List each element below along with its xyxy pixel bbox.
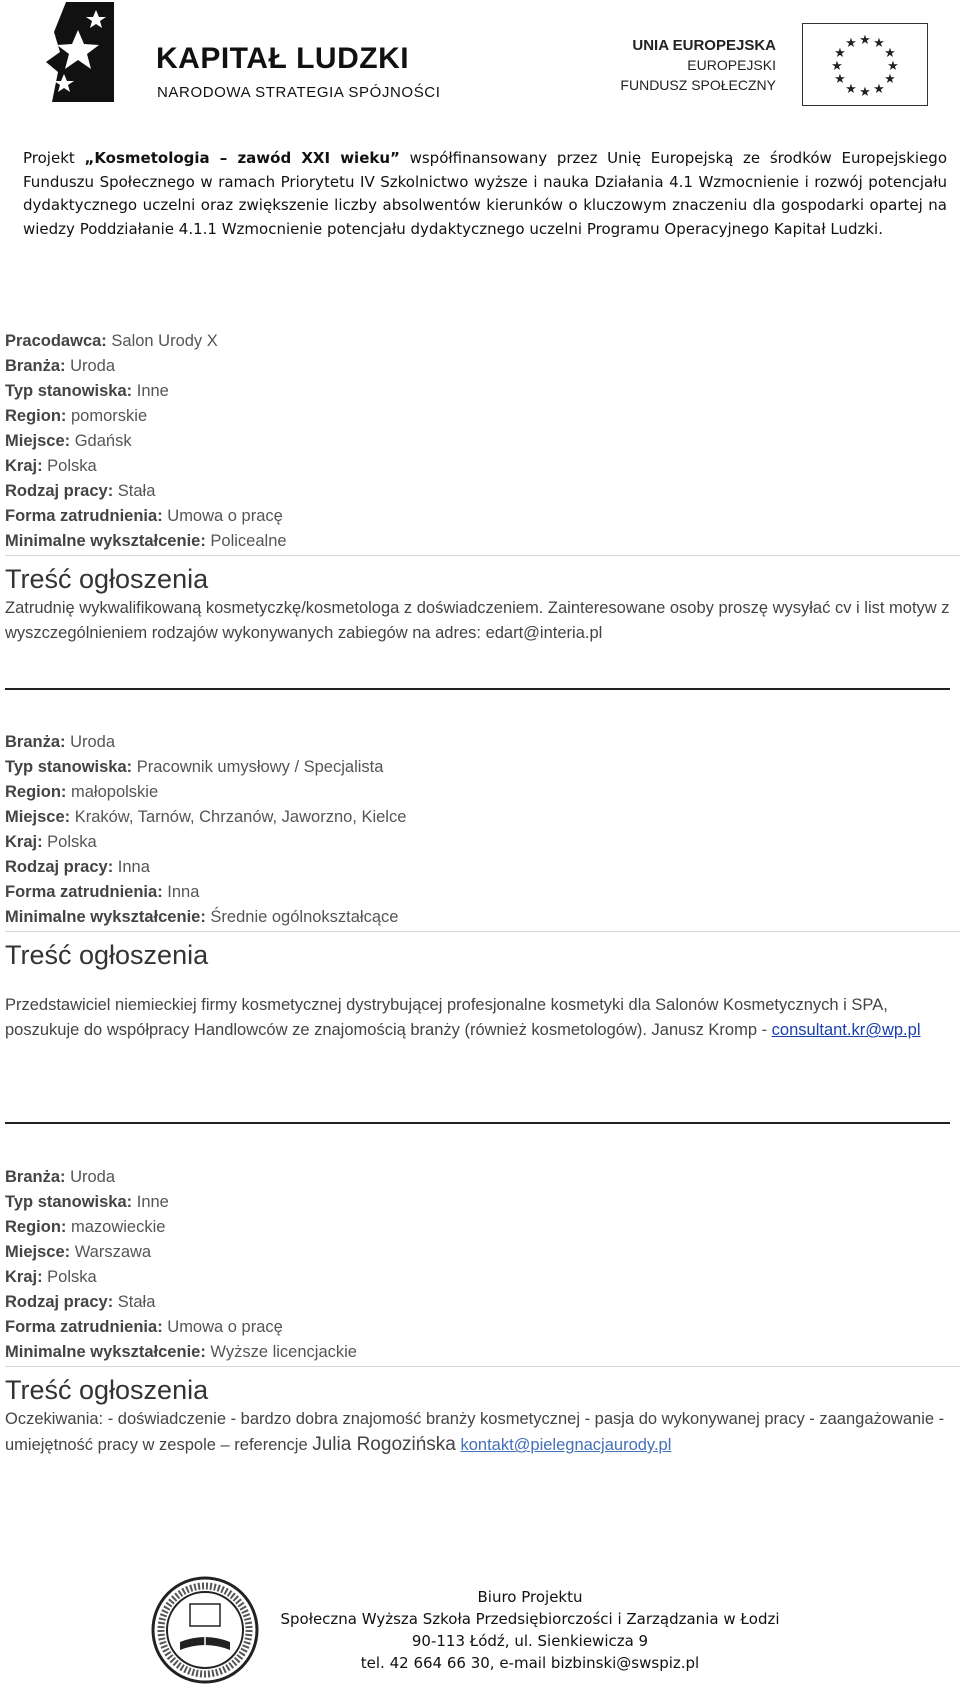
field-place: Miejsce: Warszawa (5, 1243, 152, 1261)
field-employment-form: Forma zatrudnienia: Umowa o pracę (5, 1318, 283, 1336)
svg-text:★: ★ (845, 36, 857, 51)
field-region: Region: mazowieckie (5, 1218, 166, 1236)
contact-name: Julia Rogozińska (312, 1434, 456, 1455)
field-industry: Branża: Uroda (5, 1168, 116, 1186)
field-employer: Pracodawca: Salon Urody X (5, 332, 218, 350)
svg-text:★: ★ (873, 82, 885, 97)
svg-text:★: ★ (834, 72, 846, 87)
page-footer (270, 1586, 790, 1674)
svg-text:★: ★ (831, 59, 843, 74)
offer-content: Zatrudnię wykwalifikowaną kosmetyczkę/kosmetologa z doświadczeniem. Zainteresowane osoby proszę wysyłać cv i list motyw z wyszczególnieniem rodzajów wykonywanych zabiegów na adres: edart@interia.pl (5, 599, 950, 642)
field-work-type: Rodzaj pracy: Stała (5, 1293, 156, 1311)
contact-email-link[interactable]: consultant.kr@wp.pl (771, 1021, 921, 1039)
section-divider (5, 555, 960, 556)
offer-heading: Treść ogłoszenia (5, 1375, 209, 1405)
eu-logo-line1: UNIA EUROPEJSKA (632, 37, 776, 54)
field-work-type: Rodzaj pracy: Stała (5, 482, 156, 500)
svg-text:★: ★ (845, 82, 857, 97)
project-intro (23, 147, 947, 241)
project-name: „Kosmetologia – zawód XXI wieku” (84, 149, 400, 167)
section-divider (5, 931, 960, 932)
field-industry: Branża: Uroda (5, 357, 116, 375)
field-country: Kraj: Polska (5, 833, 97, 851)
field-min-education: Minimalne wykształcenie: Policealne (5, 532, 287, 550)
field-position-type: Typ stanowiska: Inne (5, 1193, 169, 1211)
footer-school: Społeczna Wyższa Szkoła Przedsiębiorczości i Zarządzania w Łodzi (280, 1610, 780, 1628)
page-header (0, 0, 960, 120)
svg-text:★: ★ (859, 85, 871, 100)
field-min-education: Minimalne wykształcenie: Wyższe licencjackie (5, 1343, 357, 1361)
offer-heading: Treść ogłoszenia (5, 940, 209, 970)
eu-logo-line2: EUROPEJSKI (687, 57, 776, 73)
field-region: Region: pomorskie (5, 407, 148, 425)
school-seal-logo (150, 1576, 260, 1684)
job-offer-1 (5, 329, 955, 646)
kapital-ludzki-title: KAPITAŁ LUDZKI (156, 42, 410, 75)
eu-logo-line3: FUNDUSZ SPOŁECZNY (620, 77, 776, 93)
footer-contact: tel. 42 664 66 30, e-mail bizbinski@swspiz.pl (360, 1654, 700, 1672)
field-position-type: Typ stanowiska: Pracownik umysłowy / Specjalista (5, 758, 384, 776)
offer-separator (5, 1122, 950, 1124)
offer-separator (5, 688, 950, 690)
offer-heading: Treść ogłoszenia (5, 564, 209, 594)
footer-address: 90-113 Łódź, ul. Sienkiewicza 9 (411, 1632, 649, 1650)
offer-content: Oczekiwania: - doświadczenie - bardzo dobra znajomość branży kosmetycznej - pasja do wykonywanej pracy - zaangażowanie - umiejętność pracy w zespole – referencje Julia Rogozińska kontakt@pielegnacjaurody.pl (5, 1410, 945, 1455)
field-work-type: Rodzaj pracy: Inna (5, 858, 150, 876)
svg-text:★: ★ (873, 36, 885, 51)
svg-text:★: ★ (884, 46, 896, 61)
eu-flag-icon (802, 23, 928, 106)
kapital-ludzki-emblem-icon (44, 2, 122, 102)
eu-logo (600, 18, 930, 106)
offer-content: Przedstawiciel niemieckiej firmy kosmetycznej dystrybującej profesjonalne kosmetyki dla Salonów Kosmetycznych i SPA, poszukuje do współpracy Handlowców ze znajomością branży (również kosmetologów). Janusz Kromp - consultant.kr@wp.pl (5, 996, 921, 1039)
svg-text:★: ★ (859, 33, 871, 48)
intro-prefix: Projekt (23, 149, 85, 167)
field-employment-form: Forma zatrudnienia: Umowa o pracę (5, 507, 283, 525)
svg-text:★: ★ (887, 59, 899, 74)
kapital-ludzki-subtitle: NARODOWA STRATEGIA SPÓJNOŚCI (157, 84, 441, 101)
svg-text:★: ★ (834, 46, 846, 61)
field-region: Region: małopolskie (5, 783, 159, 801)
job-offer-2 (5, 730, 955, 1043)
section-divider (5, 1366, 960, 1367)
svg-text:★: ★ (884, 72, 896, 87)
field-industry: Branża: Uroda (5, 733, 116, 751)
field-min-education: Minimalne wykształcenie: Średnie ogólnokształcące (5, 908, 399, 926)
field-country: Kraj: Polska (5, 457, 97, 475)
footer-office: Biuro Projektu (477, 1588, 583, 1606)
field-place: Miejsce: Gdańsk (5, 432, 132, 450)
intro-text: współfinansowany przez Unię Europejską ze środków Europejskiego Funduszu Społecznego w ramach Priorytetu IV Szkolnictwo wyższe i nauka Działania 4.1 Wzmocnienie i rozwój potencjału dydaktycznego uczelni oraz zwiększenie liczby absolwentów kierunków o kluczowym znaczeniu dla gospodarki opartej na wiedzy Poddziałanie 4.1.1 Wzmocnienie potencjału dydaktycznego uczelni Programu Operacyjnego Kapitał Ludzki. (23, 149, 948, 238)
field-place: Miejsce: Kraków, Tarnów, Chrzanów, Jaworzno, Kielce (5, 808, 407, 826)
field-employment-form: Forma zatrudnienia: Inna (5, 883, 200, 901)
kapital-ludzki-logo (44, 2, 464, 106)
field-position-type: Typ stanowiska: Inne (5, 382, 169, 400)
job-offer-3 (5, 1165, 955, 1458)
field-country: Kraj: Polska (5, 1268, 97, 1286)
contact-email-link[interactable]: kontakt@pielegnacjaurody.pl (460, 1436, 672, 1454)
